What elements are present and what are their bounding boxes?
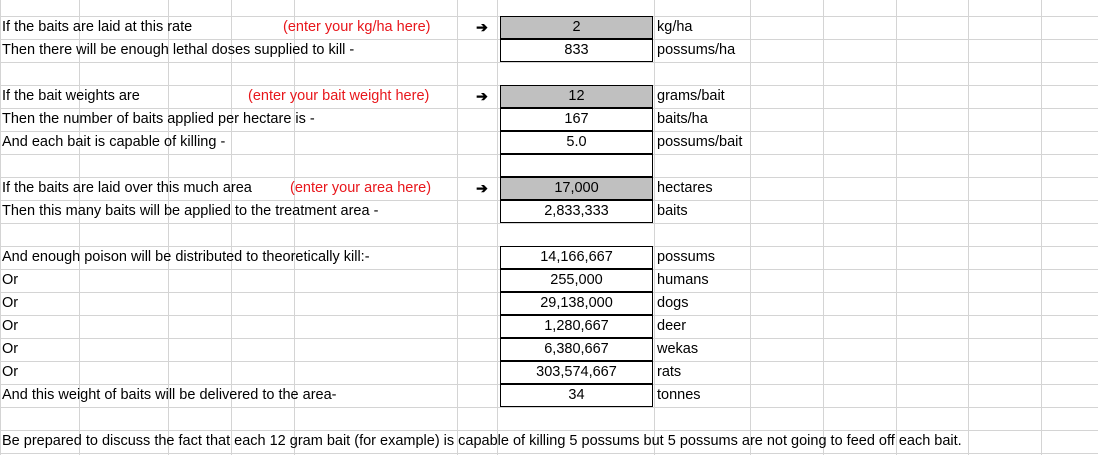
bait-weight-input-cell[interactable]: 12 (500, 85, 653, 108)
arrow-right-icon: ➔ (476, 88, 488, 104)
grid-line (896, 0, 897, 455)
row-unit: wekas (657, 341, 699, 357)
row-label: And enough poison will be distributed to theoretically kill:- (2, 249, 370, 265)
grid-line (968, 0, 969, 455)
row-unit: possums/ha (657, 42, 736, 58)
row-label: If the baits are laid over this much area (2, 180, 252, 196)
grid-line (1041, 0, 1042, 455)
grid-line (823, 0, 824, 455)
value-cell: 6,380,667 (500, 338, 653, 361)
row-unit: possums (657, 249, 716, 265)
value-cell: 255,000 (500, 269, 653, 292)
grid-line (654, 0, 655, 455)
value-cell: 29,138,000 (500, 292, 653, 315)
row-label: Or (2, 318, 19, 334)
row-unit: deer (657, 318, 687, 334)
row-label: And each bait is capable of killing - (2, 134, 226, 150)
grid-line (0, 62, 1098, 63)
row-unit: possums/bait (657, 134, 743, 150)
grid-line (497, 0, 498, 455)
grid-line (0, 453, 1098, 454)
rate-input-cell[interactable]: 2 (500, 16, 653, 39)
value-cell: 303,574,667 (500, 361, 653, 384)
grid-line (0, 223, 1098, 224)
grid-line (0, 407, 1098, 408)
arrow-right-icon: ➔ (476, 19, 488, 35)
row-label: Then there will be enough lethal doses supplied to kill - (2, 42, 355, 58)
grid-line (0, 0, 1, 455)
row-hint: (enter your bait weight here) (248, 88, 430, 104)
row-unit: hectares (657, 180, 713, 196)
row-hint: (enter your area here) (290, 180, 432, 196)
row-label: Or (2, 364, 19, 380)
row-unit: baits/ha (657, 111, 708, 127)
row-unit: baits (657, 203, 688, 219)
row-label: Then this many baits will be applied to the treatment area - (2, 203, 379, 219)
row-label: If the baits are laid at this rate (2, 19, 193, 35)
row-label: Or (2, 295, 19, 311)
row-label: And this weight of baits will be delivered to the area- (2, 387, 337, 403)
row-label: Or (2, 272, 19, 288)
grid-line (750, 0, 751, 455)
empty-value-cell (500, 154, 653, 177)
arrow-right-icon: ➔ (476, 180, 488, 196)
value-cell: 34 (500, 384, 653, 407)
row-label: Or (2, 341, 19, 357)
row-unit: humans (657, 272, 709, 288)
value-cell: 14,166,667 (500, 246, 653, 269)
grid-line (457, 0, 458, 455)
row-unit: rats (657, 364, 682, 380)
row-unit: kg/ha (657, 19, 693, 35)
row-unit: tonnes (657, 387, 701, 403)
row-unit: dogs (657, 295, 689, 311)
value-cell: 1,280,667 (500, 315, 653, 338)
value-cell: 2,833,333 (500, 200, 653, 223)
row-label: If the bait weights are (2, 88, 140, 104)
area-input-cell[interactable]: 17,000 (500, 177, 653, 200)
footer-note: Be prepared to discuss the fact that each 12 gram bait (for example) is capable of killing 5 possums but 5 possums are not going to feed off each bait. (2, 433, 962, 449)
value-cell: 167 (500, 108, 653, 131)
value-cell: 833 (500, 39, 653, 62)
value-cell: 5.0 (500, 131, 653, 154)
row-unit: grams/bait (657, 88, 725, 104)
row-label: Then the number of baits applied per hectare is - (2, 111, 315, 127)
row-hint: (enter your kg/ha here) (283, 19, 431, 35)
